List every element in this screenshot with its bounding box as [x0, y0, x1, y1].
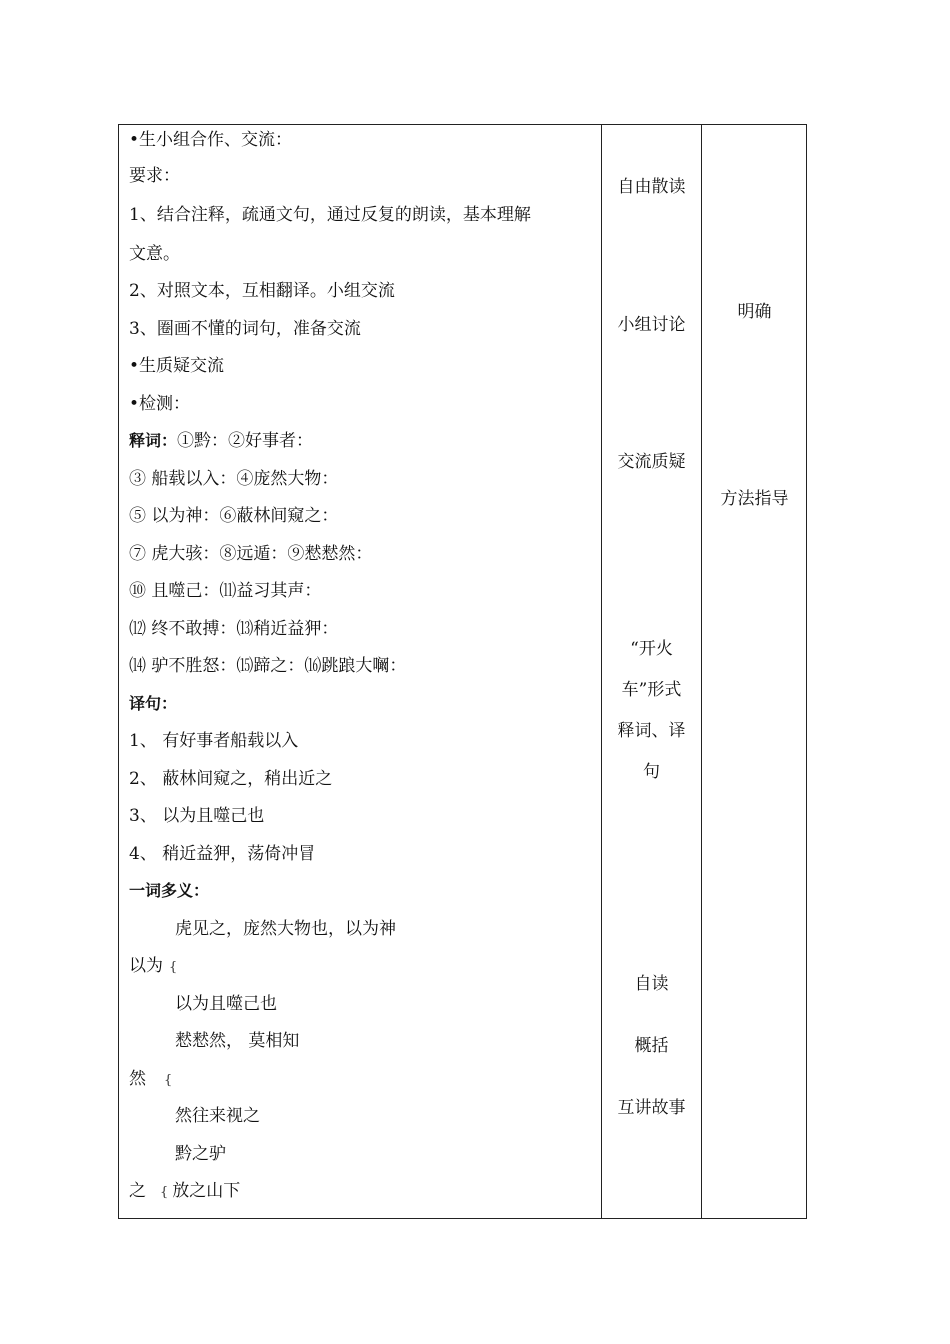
method-column — [602, 125, 701, 1218]
text-line: ③ 船载以入：④庞然大物： — [129, 469, 339, 489]
text-line: 概括 — [634, 1036, 669, 1056]
text-line: •生小组合作、交流： — [129, 130, 293, 150]
text-line: 小组讨论 — [617, 315, 686, 335]
text-line: ⒁ 驴不胜怒：⒂蹄之：⒃跳踉大㘎： — [129, 656, 407, 676]
lesson-table — [118, 124, 807, 1219]
text-line: 3、圈画不懂的词句，准备交流 — [129, 319, 361, 339]
text-line — [129, 430, 313, 452]
text-fragment: ①黔：②好事者： — [177, 431, 314, 451]
text-fragment: 之 — [129, 1181, 146, 1201]
text-line: 句 — [643, 762, 660, 782]
text-line: “开火 — [630, 639, 673, 659]
text-line: 交流质疑 — [617, 452, 686, 472]
section-heading: 一词多义： — [129, 881, 210, 900]
text-line: 明确 — [737, 302, 772, 322]
text-fragment: 放之山下 — [172, 1181, 241, 1201]
text-line: 文意。 — [129, 244, 180, 264]
text-line: 4、 稍近益狎，荡倚冲冒 — [129, 844, 316, 864]
text-line: 自读 — [634, 974, 669, 994]
text-line: ⑤ 以为神：⑥蔽林间窥之： — [129, 506, 339, 526]
text-line — [129, 1068, 172, 1092]
text-line: •检测： — [129, 394, 191, 414]
text-line: 1、结合注释，疏通文句，通过反复的朗读，基本理解 — [129, 205, 531, 225]
text-line: ⑦ 虎大骇：⑧远遁：⑨慭慭然： — [129, 544, 373, 564]
text-line: 互讲故事 — [617, 1098, 686, 1118]
text-line: ⑩ 且噬己：⑾益习其声： — [129, 581, 322, 601]
text-line: 1、 有好事者船载以入 — [129, 731, 299, 751]
text-fragment: 然 — [129, 1069, 146, 1089]
text-line: 释词、译 — [617, 721, 686, 741]
text-line: 然往来视之 — [175, 1106, 260, 1126]
brace-mark: { — [164, 1073, 173, 1088]
section-heading: 译句： — [129, 694, 178, 713]
activity-column — [119, 125, 601, 1218]
text-line: 黔之驴 — [175, 1144, 226, 1164]
text-line: 虎见之，庞然大物也，以为神 — [175, 919, 396, 939]
text-line: 要求： — [129, 166, 180, 186]
text-line: 以为且噬己也 — [175, 994, 277, 1014]
intent-column — [702, 125, 807, 1218]
text-line: 慭慭然， 莫相知 — [175, 1031, 300, 1051]
text-line: 车”形式 — [621, 680, 682, 700]
brace-mark: { — [169, 960, 178, 975]
text-line: 方法指导 — [720, 489, 789, 509]
text-fragment: 以为 — [129, 956, 163, 976]
text-line — [129, 1180, 240, 1204]
text-line — [129, 955, 177, 979]
text-line: 2、 蔽林间窥之，稍出近之 — [129, 769, 333, 789]
section-heading: 释词： — [129, 431, 178, 450]
text-line: 3、 以为且噬己也 — [129, 806, 265, 826]
brace-mark: { — [160, 1185, 169, 1200]
text-line: •生质疑交流 — [129, 356, 225, 376]
text-line: ⑿ 终不敢搏：⒀稍近益狎： — [129, 619, 339, 639]
text-line: 自由散读 — [617, 177, 686, 197]
text-line: 2、对照文本，互相翻译。小组交流 — [129, 281, 395, 301]
